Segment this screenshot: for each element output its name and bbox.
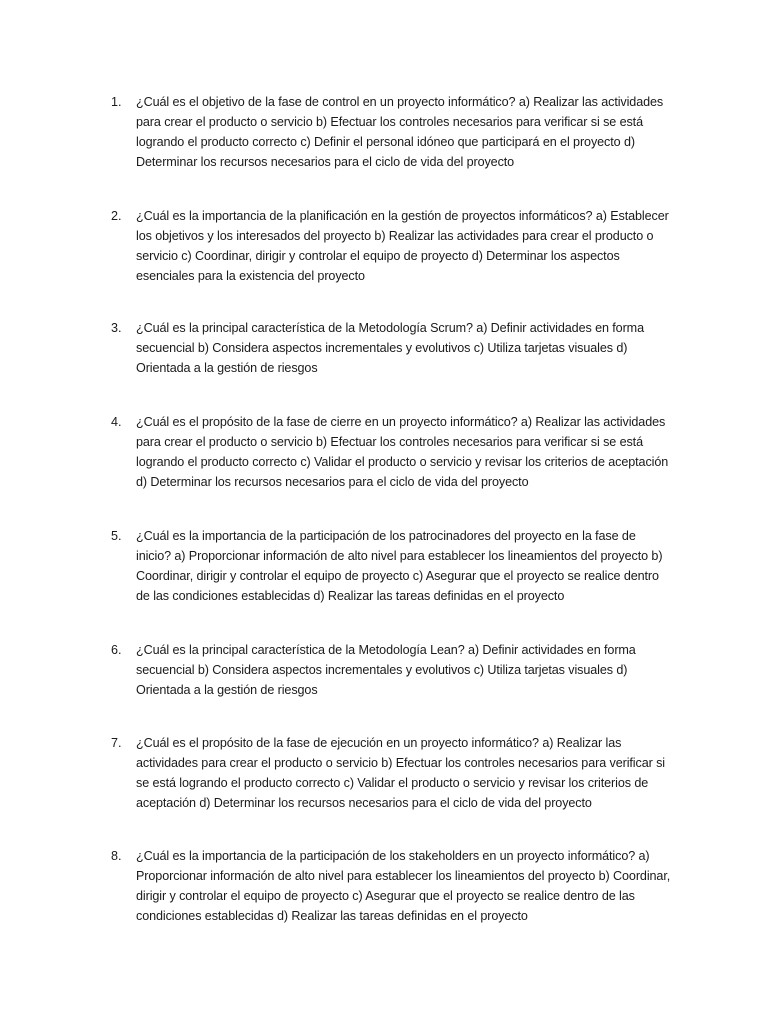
question-number: 2.	[111, 209, 122, 223]
question-number: 6.	[111, 643, 122, 657]
question-number: 5.	[111, 529, 122, 543]
question-text: ¿Cuál es la principal característica de la Metodología Lean? a) Definir actividades en forma secuencial b) Considera aspectos incrementales y evolutivos c) Utiliza tarjetas visuales d) Orientada a la gestión de riesgos	[136, 643, 636, 697]
question-text: ¿Cuál es la principal característica de la Metodología Scrum? a) Definir actividades en forma secuencial b) Considera aspectos incrementales y evolutivos c) Utiliza tarjetas visuales d) Orientada a la gestión de riesgos	[136, 321, 644, 375]
question-number: 4.	[111, 415, 122, 429]
question-text: ¿Cuál es el propósito de la fase de ejecución en un proyecto informático? a) Realizar las actividades para crear el producto o servicio b) Efectuar los controles necesarios para verificar si se está logrando el producto correcto c) Validar el producto o servicio y revisar los criterios de aceptación d) Determinar los recursos necesarios para el ciclo de vida del proyecto	[136, 736, 665, 810]
question-number: 3.	[111, 321, 122, 335]
question-text: ¿Cuál es el objetivo de la fase de control en un proyecto informático? a) Realizar las actividades para crear el producto o servicio b) Efectuar los controles necesarios para verificar si se está logrando el producto correcto c) Definir el personal idóneo que participará en el proyecto d) Determinar los recursos necesarios para el ciclo de vida del proyecto	[136, 95, 664, 169]
question-number: 1.	[111, 95, 122, 109]
question-number: 8.	[111, 849, 122, 863]
question-text: ¿Cuál es el propósito de la fase de cierre en un proyecto informático? a) Realizar las actividades para crear el producto o servicio b) Efectuar los controles necesarios para verificar si se está logrando el producto correcto c) Validar el producto o servicio y revisar los criterios de aceptación d) Determinar los recursos necesarios para el ciclo de vida del proyecto	[136, 415, 669, 489]
question-text: ¿Cuál es la importancia de la participación de los stakeholders en un proyecto informático? a) Proporcionar información de alto nivel para establecer los lineamientos del proyecto b) Coordinar, dirigir y controlar el equipo de proyecto c) Asegurar que el proyecto se realice dentro de las condiciones establecidas d) Realizar las tareas definidas en el proyecto	[136, 849, 671, 923]
question-text: ¿Cuál es la importancia de la planificación en la gestión de proyectos informáticos? a) Establecer los objetivos y los interesados del proyecto b) Realizar las actividades para crear el producto o servicio c) Coordinar, dirigir y controlar el equipo de proyecto d) Determinar los aspectos esenciales para la existencia del proyecto	[136, 209, 669, 283]
question-number: 7.	[111, 736, 122, 750]
question-text: ¿Cuál es la importancia de la participación de los patrocinadores del proyecto en la fase de inicio? a) Proporcionar información de alto nivel para establecer los lineamientos del proyecto b) Coordinar, dirigir y controlar el equipo de proyecto c) Asegurar que el proyecto se realice dentro de las condiciones establecidas d) Realizar las tareas definidas en el proyecto	[136, 529, 663, 603]
